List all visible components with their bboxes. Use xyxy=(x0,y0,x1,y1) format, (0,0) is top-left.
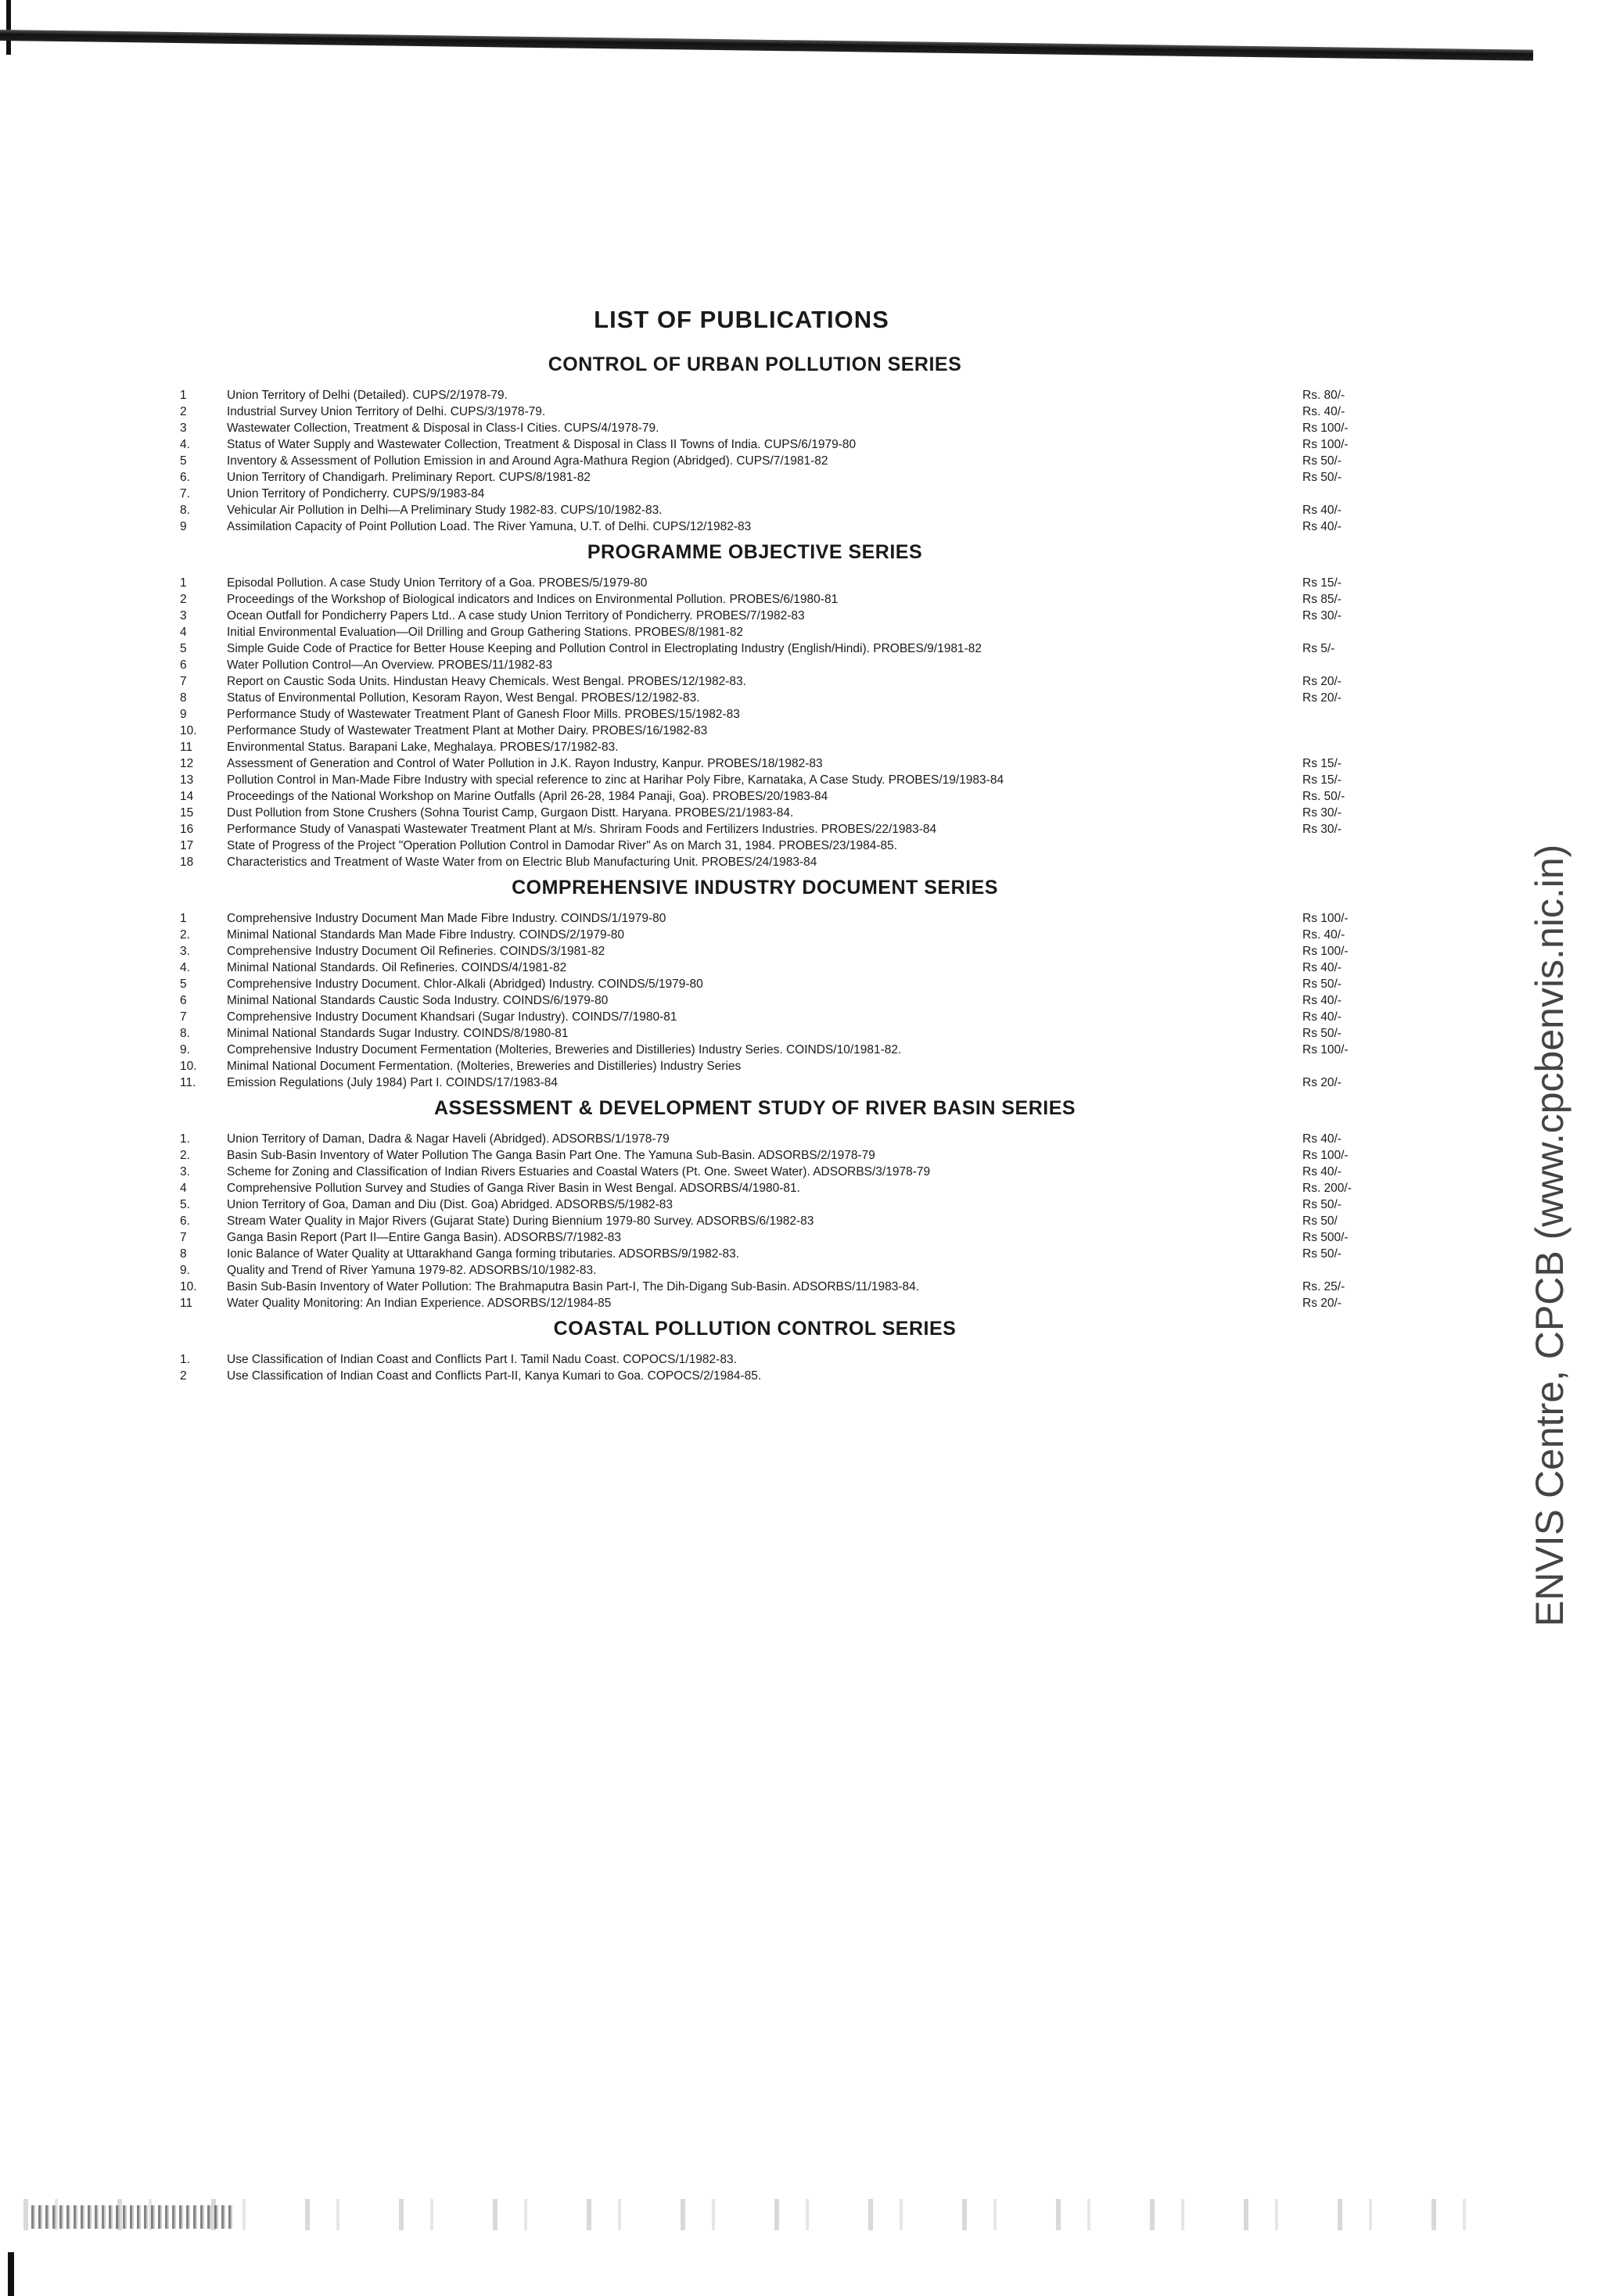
publication-number: 7 xyxy=(180,1010,187,1024)
publication-number: 7. xyxy=(180,487,190,500)
scan-smudge xyxy=(31,2205,235,2229)
publication-title: Comprehensive Industry Document Man Made Fibre Industry. COINDS/1/1979-80 xyxy=(227,912,666,925)
publication-title: Ocean Outfall for Pondicherry Papers Ltd.. A case study Union Territory of Pondicherry. PROBES/7/1982-83 xyxy=(227,609,805,622)
publication-price: Rs 50/ xyxy=(1302,1214,1338,1228)
publication-title: Union Territory of Pondicherry. CUPS/9/1983-84 xyxy=(227,487,485,500)
publication-title: State of Progress of the Project "Operation Pollution Control in Damodar River" As on March 31, 1984. PROBES/23/1984-85. xyxy=(227,839,898,852)
publication-item xyxy=(180,1351,1306,1368)
publication-item xyxy=(180,992,1342,1009)
series-heading: COASTAL POLLUTION CONTROL SERIES xyxy=(553,1318,957,1340)
publication-item xyxy=(180,673,1342,690)
publication-item xyxy=(180,453,1342,469)
publication-price: Rs 100/- xyxy=(1302,912,1349,925)
publication-number: 6. xyxy=(180,1214,190,1228)
publication-number: 2. xyxy=(180,928,190,942)
publication-title: Environmental Status. Barapani Lake, Meghalaya. PROBES/17/1982-83. xyxy=(227,741,619,754)
series-section xyxy=(180,877,1349,1091)
publication-item xyxy=(180,404,1345,420)
series-section xyxy=(180,353,1349,535)
publication-number: 4 xyxy=(180,626,187,639)
series-heading: CONTROL OF URBAN POLLUTION SERIES xyxy=(548,353,962,375)
publication-title: Wastewater Collection, Treatment & Disposal in Class-I Cities. CUPS/4/1978-79. xyxy=(227,422,659,435)
publication-price: Rs 20/- xyxy=(1302,675,1342,688)
publication-number: 10. xyxy=(180,1060,197,1073)
publication-price: Rs 50/- xyxy=(1302,978,1342,991)
publication-title: Status of Water Supply and Wastewater Collection, Treatment & Disposal in Class II Towns of India. CUPS/6/1979-80 xyxy=(227,438,857,451)
publication-price: Rs. 40/- xyxy=(1302,405,1345,418)
publication-title: Assimilation Capacity of Point Pollution Load. The River Yamuna, U.T. of Delhi. CUPS/12/1982-83 xyxy=(227,520,752,533)
publication-item xyxy=(180,910,1349,927)
publications-list xyxy=(180,353,1352,1389)
publication-number: 17 xyxy=(180,839,194,852)
series-heading: ASSESSMENT & DEVELOPMENT STUDY OF RIVER BASIN SERIES xyxy=(433,1097,1076,1119)
publication-number: 6 xyxy=(180,658,187,672)
publication-number: 1 xyxy=(180,576,187,590)
publication-price: Rs 20/- xyxy=(1302,1076,1342,1089)
publication-item xyxy=(180,821,1342,838)
publication-title: Basin Sub-Basin Inventory of Water Pollution: The Brahmaputra Basin Part-I, The Dih-Digang Sub-Basin. ADSORBS/11/1983-84. xyxy=(227,1280,920,1293)
publication-price: Rs. 200/- xyxy=(1302,1182,1352,1195)
publication-price: Rs 100/- xyxy=(1302,422,1349,435)
publication-item xyxy=(180,1196,1342,1213)
publication-number: 11 xyxy=(180,1297,193,1310)
publication-price: Rs 30/- xyxy=(1302,806,1342,820)
publication-item xyxy=(180,1058,1306,1074)
publication-title: Comprehensive Industry Document. Chlor-Alkali (Abridged) Industry. COINDS/5/1979-80 xyxy=(227,978,703,991)
publication-item xyxy=(180,1262,1306,1279)
publication-price: Rs 20/- xyxy=(1302,1297,1342,1310)
publication-item xyxy=(180,1229,1349,1246)
publication-title: Ganga Basin Report (Part II—Entire Ganga Basin). ADSORBS/7/1982-83 xyxy=(227,1231,622,1244)
publication-number: 11 xyxy=(180,741,193,754)
publication-title: Union Territory of Delhi (Detailed). CUPS/2/1978-79. xyxy=(227,389,508,402)
publication-price: Rs 15/- xyxy=(1302,773,1342,787)
publication-title: Quality and Trend of River Yamuna 1979-82. ADSORBS/10/1982-83. xyxy=(227,1264,597,1277)
publication-item xyxy=(180,1042,1349,1058)
publication-title: Dust Pollution from Stone Crushers (Sohna Tourist Camp, Gurgaon Distt. Haryana. PROBES/21/1983-84. xyxy=(227,806,794,820)
publication-number: 4 xyxy=(180,1182,187,1195)
publication-title: Simple Guide Code of Practice for Better House Keeping and Pollution Control in Electroplating Industry (English/Hindi). PROBES/9/1981-82 xyxy=(227,642,982,655)
publication-item xyxy=(180,706,1306,723)
publication-number: 1 xyxy=(180,912,187,925)
publication-title: Assessment of Generation and Control of Water Pollution in J.K. Rayon Industry, Kanpur. PROBES/18/1982-83 xyxy=(227,757,823,770)
publication-item xyxy=(180,1295,1342,1311)
publication-item xyxy=(180,1368,1306,1384)
publication-number: 15 xyxy=(180,806,194,820)
publication-number: 1. xyxy=(180,1132,190,1146)
publication-price: Rs 40/- xyxy=(1302,994,1342,1007)
publication-title: Water Quality Monitoring: An Indian Experience. ADSORBS/12/1984-85 xyxy=(227,1297,612,1310)
publication-price: Rs 50/- xyxy=(1302,1247,1342,1261)
publication-item xyxy=(180,518,1342,535)
publication-item xyxy=(180,502,1342,518)
publication-title: Union Territory of Daman, Dadra & Nagar Haveli (Abridged). ADSORBS/1/1978-79 xyxy=(227,1132,670,1146)
publication-item xyxy=(180,657,1306,673)
publication-item xyxy=(180,854,1306,870)
publication-item xyxy=(180,387,1345,404)
publication-title: Pollution Control in Man-Made Fibre Industry with special reference to zinc at Harihar Poly Fibre, Karnataka, A Case Study. PROBES/19/1983-84 xyxy=(227,773,1004,787)
publication-title: Status of Environmental Pollution, Kesoram Rayon, West Bengal. PROBES/12/1982-83. xyxy=(227,691,700,705)
publication-number: 12 xyxy=(180,757,194,770)
publication-title: Performance Study of Vanaspati Wastewater Treatment Plant at M/s. Shriram Foods and Fertilizers Industries. PROBES/22/1983-84 xyxy=(227,823,937,836)
publication-number: 14 xyxy=(180,790,194,803)
publication-price: Rs 50/- xyxy=(1302,1198,1342,1211)
publication-price: Rs 30/- xyxy=(1302,823,1342,836)
publication-title: Minimal National Standards Sugar Industry. COINDS/8/1980-81 xyxy=(227,1027,569,1040)
publication-item xyxy=(180,1279,1345,1295)
series-heading: COMPREHENSIVE INDUSTRY DOCUMENT SERIES xyxy=(512,877,998,899)
publication-price: Rs 15/- xyxy=(1302,576,1342,590)
publication-title: Emission Regulations (July 1984) Part I. COINDS/17/1983-84 xyxy=(227,1076,559,1089)
publication-item xyxy=(180,486,1306,502)
publication-number: 4. xyxy=(180,961,190,974)
publication-number: 8 xyxy=(180,691,187,705)
publication-number: 2. xyxy=(180,1149,190,1162)
publication-price: Rs 5/- xyxy=(1302,642,1335,655)
publication-price: Rs. 50/- xyxy=(1302,790,1345,803)
publication-item xyxy=(180,1074,1342,1091)
page-title: LIST OF PUBLICATIONS xyxy=(594,305,889,333)
publication-number: 5 xyxy=(180,642,187,655)
scan-edge-mark-bottom xyxy=(8,2252,14,2296)
publication-number: 10. xyxy=(180,724,197,737)
publication-item xyxy=(180,1213,1338,1229)
publication-list xyxy=(180,387,1349,535)
publication-item xyxy=(180,1246,1342,1262)
publication-title: Proceedings of the Workshop of Biological indicators and Indices on Environmental Pollution. PROBES/6/1980-81 xyxy=(227,593,839,606)
publication-item xyxy=(180,1164,1342,1180)
publication-item xyxy=(180,640,1335,657)
publication-number: 5. xyxy=(180,1198,190,1211)
publication-item xyxy=(180,690,1342,706)
publication-item xyxy=(180,838,1306,854)
publication-number: 9 xyxy=(180,708,187,721)
publication-list xyxy=(180,1131,1352,1311)
publication-item xyxy=(180,943,1349,960)
publication-title: Performance Study of Wastewater Treatment Plant at Mother Dairy. PROBES/16/1982-83 xyxy=(227,724,708,737)
series-section xyxy=(180,1097,1352,1311)
publication-number: 2 xyxy=(180,405,187,418)
publication-title: Inventory & Assessment of Pollution Emission in and Around Agra-Mathura Region (Abridged). CUPS/7/1981-82 xyxy=(227,454,828,468)
publication-title: Union Territory of Goa, Daman and Diu (Dist. Goa) Abridged. ADSORBS/5/1982-83 xyxy=(227,1198,673,1211)
publication-price: Rs 500/- xyxy=(1302,1231,1349,1244)
publication-item xyxy=(180,805,1342,821)
publication-title: Comprehensive Industry Document Khandsari (Sugar Industry). COINDS/7/1980-81 xyxy=(227,1010,677,1024)
publication-item xyxy=(180,1147,1349,1164)
publication-item xyxy=(180,436,1349,453)
publication-list xyxy=(180,910,1349,1091)
publication-number: 9. xyxy=(180,1264,190,1277)
publication-number: 9. xyxy=(180,1043,190,1057)
publication-number: 5 xyxy=(180,454,187,468)
publication-number: 9 xyxy=(180,520,187,533)
publication-item xyxy=(180,469,1342,486)
publication-number: 3 xyxy=(180,422,187,435)
publication-title: Union Territory of Chandigarh. Preliminary Report. CUPS/8/1981-82 xyxy=(227,471,591,484)
publication-number: 3. xyxy=(180,945,190,958)
publication-title: Comprehensive Industry Document Oil Refineries. COINDS/3/1981-82 xyxy=(227,945,605,958)
publication-price: Rs. 40/- xyxy=(1302,928,1345,942)
publication-title: Scheme for Zoning and Classification of Indian Rivers Estuaries and Coastal Waters (Pt. One. Sweet Water). ADSORBS/3/1978-79 xyxy=(227,1165,931,1178)
publication-title: Ionic Balance of Water Quality at Uttarakhand Ganga forming tributaries. ADSORBS/9/1982-83. xyxy=(227,1247,740,1261)
publication-price: Rs 40/- xyxy=(1302,1165,1342,1178)
publication-title: Minimal National Standards Man Made Fibre Industry. COINDS/2/1979-80 xyxy=(227,928,624,942)
publication-title: Basin Sub-Basin Inventory of Water Pollution The Ganga Basin Part One. The Yamuna Sub-Basin. ADSORBS/2/1978-79 xyxy=(227,1149,875,1162)
publication-number: 3. xyxy=(180,1165,190,1178)
publication-number: 1. xyxy=(180,1353,190,1366)
publication-title: Use Classification of Indian Coast and Conflicts Part-II, Kanya Kumari to Goa. COPOCS/2/1984-85. xyxy=(227,1369,762,1383)
publication-list xyxy=(180,1351,1306,1384)
publication-title: Use Classification of Indian Coast and Conflicts Part I. Tamil Nadu Coast. COPOCS/1/1982-83. xyxy=(227,1353,737,1366)
publication-price: Rs 50/- xyxy=(1302,1027,1342,1040)
publication-item xyxy=(180,772,1342,788)
publication-title: Comprehensive Industry Document Fermentation (Molteries, Breweries and Distilleries) Industry Series. COINDS/10/1981-82. xyxy=(227,1043,902,1057)
publication-item xyxy=(180,575,1342,591)
scan-noise xyxy=(23,2199,1494,2230)
publication-number: 11. xyxy=(180,1076,196,1089)
publication-item xyxy=(180,755,1342,772)
watermark: ENVIS Centre, CPCB (www.cpcbenvis.nic.in) xyxy=(1528,844,1571,1627)
publication-item xyxy=(180,788,1345,805)
publication-number: 5 xyxy=(180,978,187,991)
publication-number: 1 xyxy=(180,389,187,402)
publication-title: Stream Water Quality in Major Rivers (Gujarat State) During Biennium 1979-80 Survey. ADSORBS/6/1982-83 xyxy=(227,1214,814,1228)
publication-item xyxy=(180,960,1342,976)
publication-number: 6. xyxy=(180,471,190,484)
publication-price: Rs 85/- xyxy=(1302,593,1342,606)
publication-number: 8. xyxy=(180,1027,190,1040)
publication-title: Proceedings of the National Workshop on Marine Outfalls (April 26-28, 1984 Panaji, Goa). PROBES/20/1983-84 xyxy=(227,790,828,803)
publication-price: Rs 30/- xyxy=(1302,609,1342,622)
publication-title: Report on Caustic Soda Units. Hindustan Heavy Chemicals. West Bengal. PROBES/12/1982-83. xyxy=(227,675,746,688)
series-section xyxy=(180,541,1345,870)
publication-title: Comprehensive Pollution Survey and Studies of Ganga River Basin in West Bengal. ADSORBS/4/1980-81. xyxy=(227,1182,800,1195)
publication-number: 7 xyxy=(180,1231,187,1244)
publication-item xyxy=(180,723,1306,739)
publication-item xyxy=(180,1180,1352,1196)
publication-item xyxy=(180,624,1306,640)
publication-title: Characteristics and Treatment of Waste Water from on Electric Blub Manufacturing Unit. PROBES/24/1983-84 xyxy=(227,856,817,869)
publication-item xyxy=(180,1025,1342,1042)
scan-edge-mark xyxy=(6,0,11,55)
publication-number: 4. xyxy=(180,438,190,451)
publication-price: Rs 100/- xyxy=(1302,1043,1349,1057)
publication-item xyxy=(180,1009,1342,1025)
publication-number: 2 xyxy=(180,1369,187,1383)
publication-price: Rs 40/- xyxy=(1302,1010,1342,1024)
publication-title: Water Pollution Control—An Overview. PROBES/11/1982-83 xyxy=(227,658,553,672)
publication-item xyxy=(180,927,1345,943)
publication-item xyxy=(180,420,1349,436)
publication-price: Rs 50/- xyxy=(1302,454,1342,468)
publication-price: Rs 40/- xyxy=(1302,520,1342,533)
publication-number: 2 xyxy=(180,593,187,606)
publication-number: 3 xyxy=(180,609,187,622)
publication-title: Minimal National Standards Caustic Soda Industry. COINDS/6/1979-80 xyxy=(227,994,609,1007)
publication-price: Rs 50/- xyxy=(1302,471,1342,484)
publication-number: 8. xyxy=(180,504,190,517)
publication-item xyxy=(180,739,1306,755)
publication-title: Initial Environmental Evaluation—Oil Drilling and Group Gathering Stations. PROBES/8/1981-82 xyxy=(227,626,743,639)
series-section xyxy=(180,1318,1306,1384)
publication-item xyxy=(180,591,1342,608)
publication-list xyxy=(180,575,1345,870)
publication-title: Vehicular Air Pollution in Delhi—A Preliminary Study 1982-83. CUPS/10/1982-83. xyxy=(227,504,663,517)
publication-price: Rs 100/- xyxy=(1302,438,1349,451)
publication-price: Rs 100/- xyxy=(1302,945,1349,958)
publication-price: Rs 40/- xyxy=(1302,1132,1342,1146)
publication-price: Rs 100/- xyxy=(1302,1149,1349,1162)
publication-number: 18 xyxy=(180,856,194,869)
publication-title: Episodal Pollution. A case Study Union Territory of a Goa. PROBES/5/1979-80 xyxy=(227,576,648,590)
scan-top-bar xyxy=(0,30,1533,61)
publication-number: 8 xyxy=(180,1247,187,1261)
publication-price: Rs 40/- xyxy=(1302,961,1342,974)
publication-item xyxy=(180,1131,1342,1147)
series-heading: PROGRAMME OBJECTIVE SERIES xyxy=(587,541,923,563)
publication-price: Rs 40/- xyxy=(1302,504,1342,517)
publication-number: 10. xyxy=(180,1280,197,1293)
publication-price: Rs 20/- xyxy=(1302,691,1342,705)
publication-title: Performance Study of Wastewater Treatment Plant of Ganesh Floor Mills. PROBES/15/1982-83 xyxy=(227,708,740,721)
publication-title: Industrial Survey Union Territory of Delhi. CUPS/3/1978-79. xyxy=(227,405,546,418)
publication-item xyxy=(180,608,1342,624)
publication-title: Minimal National Document Fermentation. (Molteries, Breweries and Distilleries) Industry Series xyxy=(227,1060,742,1073)
publication-price: Rs. 80/- xyxy=(1302,389,1345,402)
publication-number: 7 xyxy=(180,675,187,688)
publication-price: Rs 15/- xyxy=(1302,757,1342,770)
publication-title: Minimal National Standards. Oil Refineries. COINDS/4/1981-82 xyxy=(227,961,567,974)
publication-number: 16 xyxy=(180,823,194,836)
publication-number: 6 xyxy=(180,994,187,1007)
publication-price: Rs. 25/- xyxy=(1302,1280,1345,1293)
publication-number: 13 xyxy=(180,773,194,787)
publication-item xyxy=(180,976,1342,992)
